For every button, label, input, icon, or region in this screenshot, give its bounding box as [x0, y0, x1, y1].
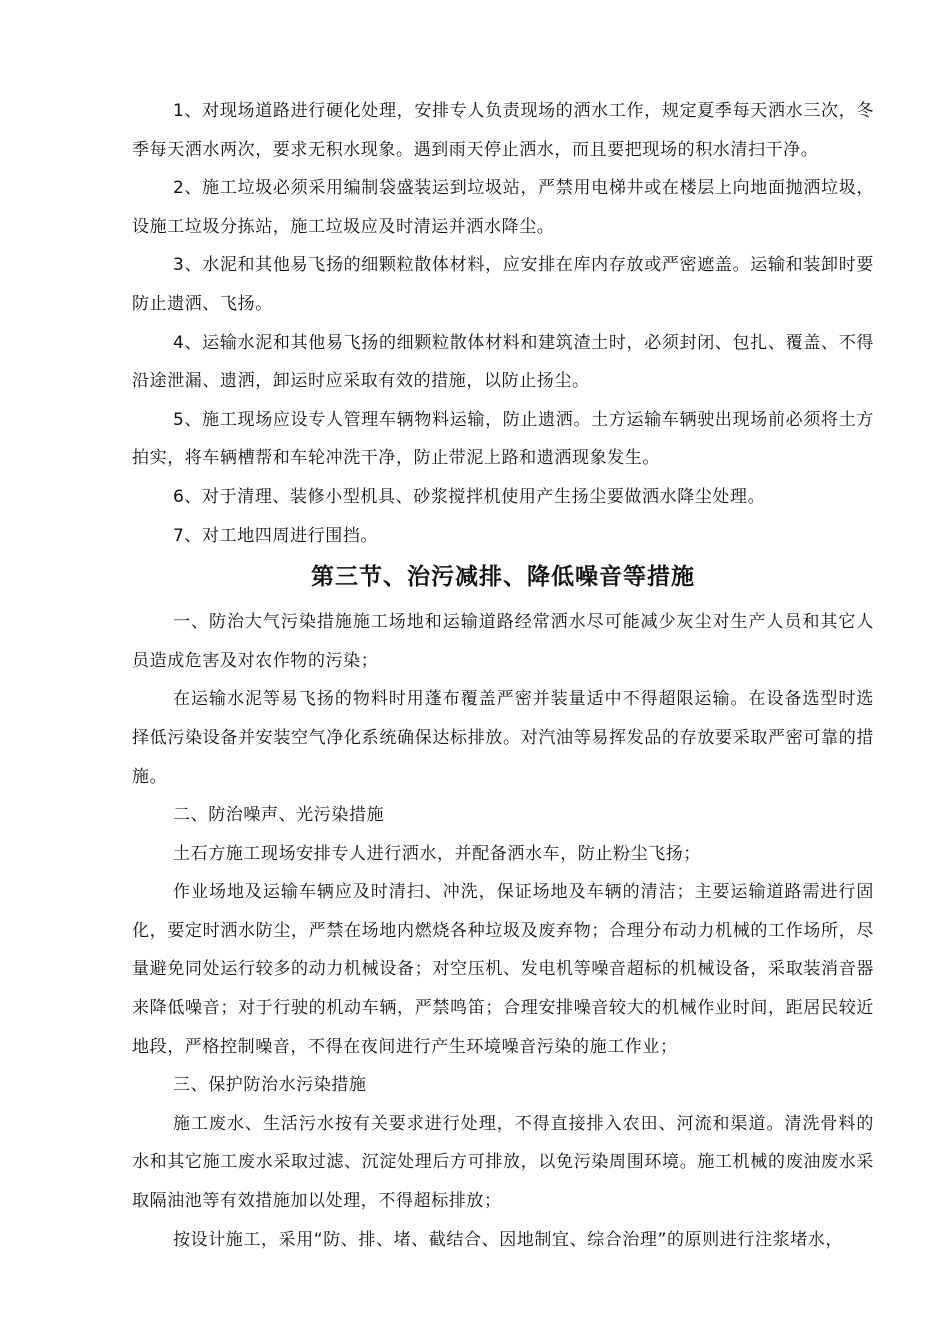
paragraph-grouting: 按设计施工，采用“防、排、堵、截结合、因地制宜、综合治理”的原则进行注浆堵水，	[173, 1229, 844, 1250]
paragraph-4: 4、运输水泥和其他易飞扬的细颗粒散体材料和建筑渣土时，必须封闭、包扎、覆盖、不得沿途泄漏、遗洒，卸运时应采取有效的措施，以防止扬尘。	[132, 332, 874, 392]
paragraph-3: 3、水泥和其他易飞扬的细颗粒散体材料，应安排在库内存放或严密遮盖。运输和装卸时要防止遗洒、飞扬。	[132, 255, 874, 314]
paragraph-7: 7、对工地四周进行围挡。	[173, 525, 379, 546]
document-body	[132, 92, 874, 1259]
paragraph-1: 1、对现场道路进行硬化处理，安排专人负责现场的洒水工作，规定夏季每天洒水三次，冬季每天洒水两次，要求无积水现象。遇到雨天停止洒水，而且要把现场的积水清扫干净。	[132, 101, 874, 160]
paragraph-noise-measures: 作业场地及运输车辆应及时清扫、冲洗，保证场地及车辆的清洁；主要运输道路需进行固化，要定时洒水防尘，严禁在场地内燃烧各种垃圾及废弃物；合理分布动力机械的工作场所，尽量避免同处运行较多的动力机械设备；对空压机、发电机等噪音超标的机械设备，采取装消音器来降低噪音；对于行驶的机动车辆，严禁鸣笛；合理安排噪音较大的机械作业时间，距居民较近地段，严格控制噪音，不得在夜间进行产生环境噪音污染的施工作业；	[132, 882, 874, 1057]
paragraph-noise-heading: 二、防治噪声、光污染措施	[173, 805, 385, 826]
paragraph-2: 2、施工垃圾必须采用编制袋盛装运到垃圾站，严禁用电梯井或在楼层上向地面抛洒垃圾，设施工垃圾分拣站，施工垃圾应及时清运并洒水降尘。	[132, 178, 874, 237]
paragraph-earthwork: 土石方施工现场安排专人进行洒水，并配备洒水车，防止粉尘飞扬；	[173, 843, 701, 864]
paragraph-6: 6、对于清理、装修小型机具、砂浆搅拌机使用产生扬尘要做洒水降尘处理。	[173, 486, 766, 507]
paragraph-wastewater: 施工废水、生活污水按有关要求进行处理，不得直接排入农田、河流和渠道。清洗骨料的水和其它施工废水采取过滤、沉淀处理后方可排放，以免污染周围环境。施工机械的废油废水采取隔油池等有效措施加以处理，不得超标排放；	[132, 1113, 874, 1212]
section-title: 第三节、治污减排、降低噪音等措施	[311, 564, 695, 591]
paragraph-air-pollution: 一、防治大气污染措施施工场地和运输道路经常洒水尽可能减少灰尘对生产人员和其它人员造成危害及对农作物的污染；	[132, 612, 874, 671]
paragraph-water-heading: 三、保护防治水污染措施	[173, 1075, 367, 1096]
paragraph-5: 5、施工现场应设专人管理车辆物料运输，防止遗洒。土方运输车辆驶出现场前必须将土方拍实，将车辆槽帮和车轮冲洗干净，防止带泥上路和遗洒现象发生。	[132, 409, 874, 469]
paragraph-transport: 在运输水泥等易飞扬的物料时用蓬布覆盖严密并装量适中不得超限运输。在设备选型时选择低污染设备并安装空气净化系统确保达标排放。对汽油等易挥发品的存放要采取严密可靠的措施。	[132, 689, 874, 787]
